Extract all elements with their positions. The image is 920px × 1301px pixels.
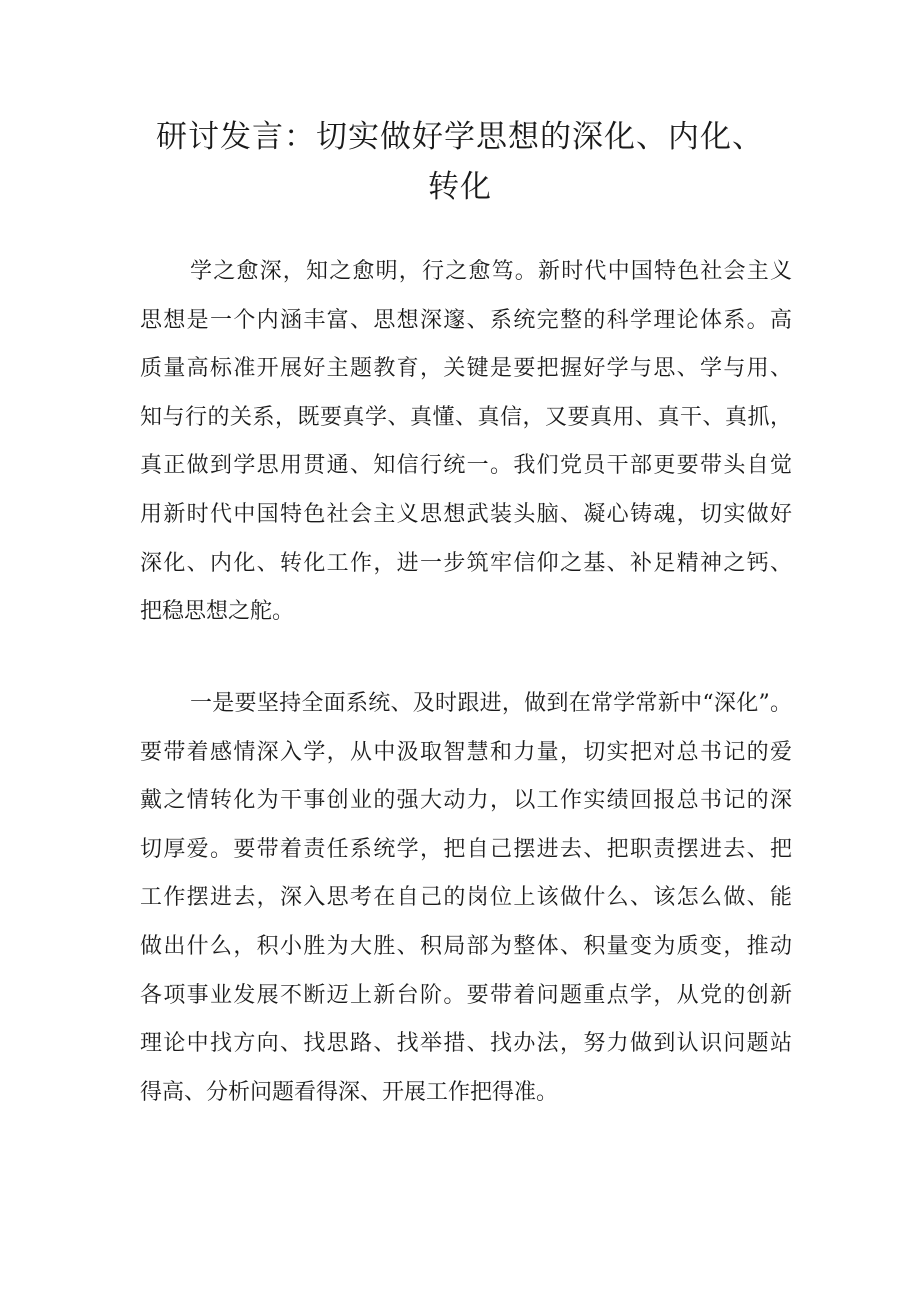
paragraph-1	[140, 248, 792, 637]
paragraph-line: 工作摆进去，深入思考在自己的岗位上该做什么、该怎么做、能	[140, 885, 792, 911]
paragraph-line: 深化、内化、转化工作，进一步筑牢信仰之基、补足精神之钙、	[140, 550, 792, 576]
paragraph-line: 一是要坚持全面系统、及时跟进，做到在常学常新中“深化”。	[190, 691, 792, 716]
paragraph-line: 真正做到学思用贯通、知信行统一。我们党员干部更要带头自觉	[140, 453, 792, 479]
paragraph-line: 各项事业发展不断迈上新台阶。要带着问题重点学，从党的创新	[140, 982, 792, 1008]
paragraph-line: 学之愈深，知之愈明，行之愈笃。新时代中国特色社会主义	[190, 259, 792, 284]
paragraph-line: 切厚爱。要带着责任系统学，把自己摆进去、把职责摆进去、把	[140, 836, 792, 862]
paragraph-line: 质量高标准开展好主题教育，关键是要把握好学与思、学与用、	[140, 356, 792, 382]
paragraph-line: 要带着感情深入学，从中汲取智慧和力量，切实把对总书记的爱	[140, 739, 792, 765]
title-line-1: 研讨发言：切实做好学思想的深化、内化、	[156, 119, 764, 155]
paragraph-line: 得高、分析问题看得深、开展工作把得准。	[140, 1079, 559, 1105]
paragraph-2	[140, 680, 792, 1117]
paragraph-line: 用新时代中国特色社会主义思想武装头脑、凝心铸魂，切实做好	[140, 501, 792, 527]
document-title	[140, 112, 780, 212]
paragraph-line: 戴之情转化为干事创业的强大动力，以工作实绩回报总书记的深	[140, 788, 792, 814]
paragraph-line: 做出什么，积小胜为大胜、积局部为整体、积量变为质变，推动	[140, 933, 792, 959]
paragraph-line: 把稳思想之舵。	[140, 599, 295, 625]
title-line-2: 转化	[428, 169, 492, 205]
paragraph-line: 理论中找方向、找思路、找举措、找办法，努力做到认识问题站	[140, 1031, 792, 1057]
paragraph-line: 思想是一个内涵丰富、思想深邃、系统完整的科学理论体系。高	[140, 307, 792, 333]
paragraph-line: 知与行的关系，既要真学、真懂、真信，又要真用、真干、真抓，	[140, 404, 792, 430]
